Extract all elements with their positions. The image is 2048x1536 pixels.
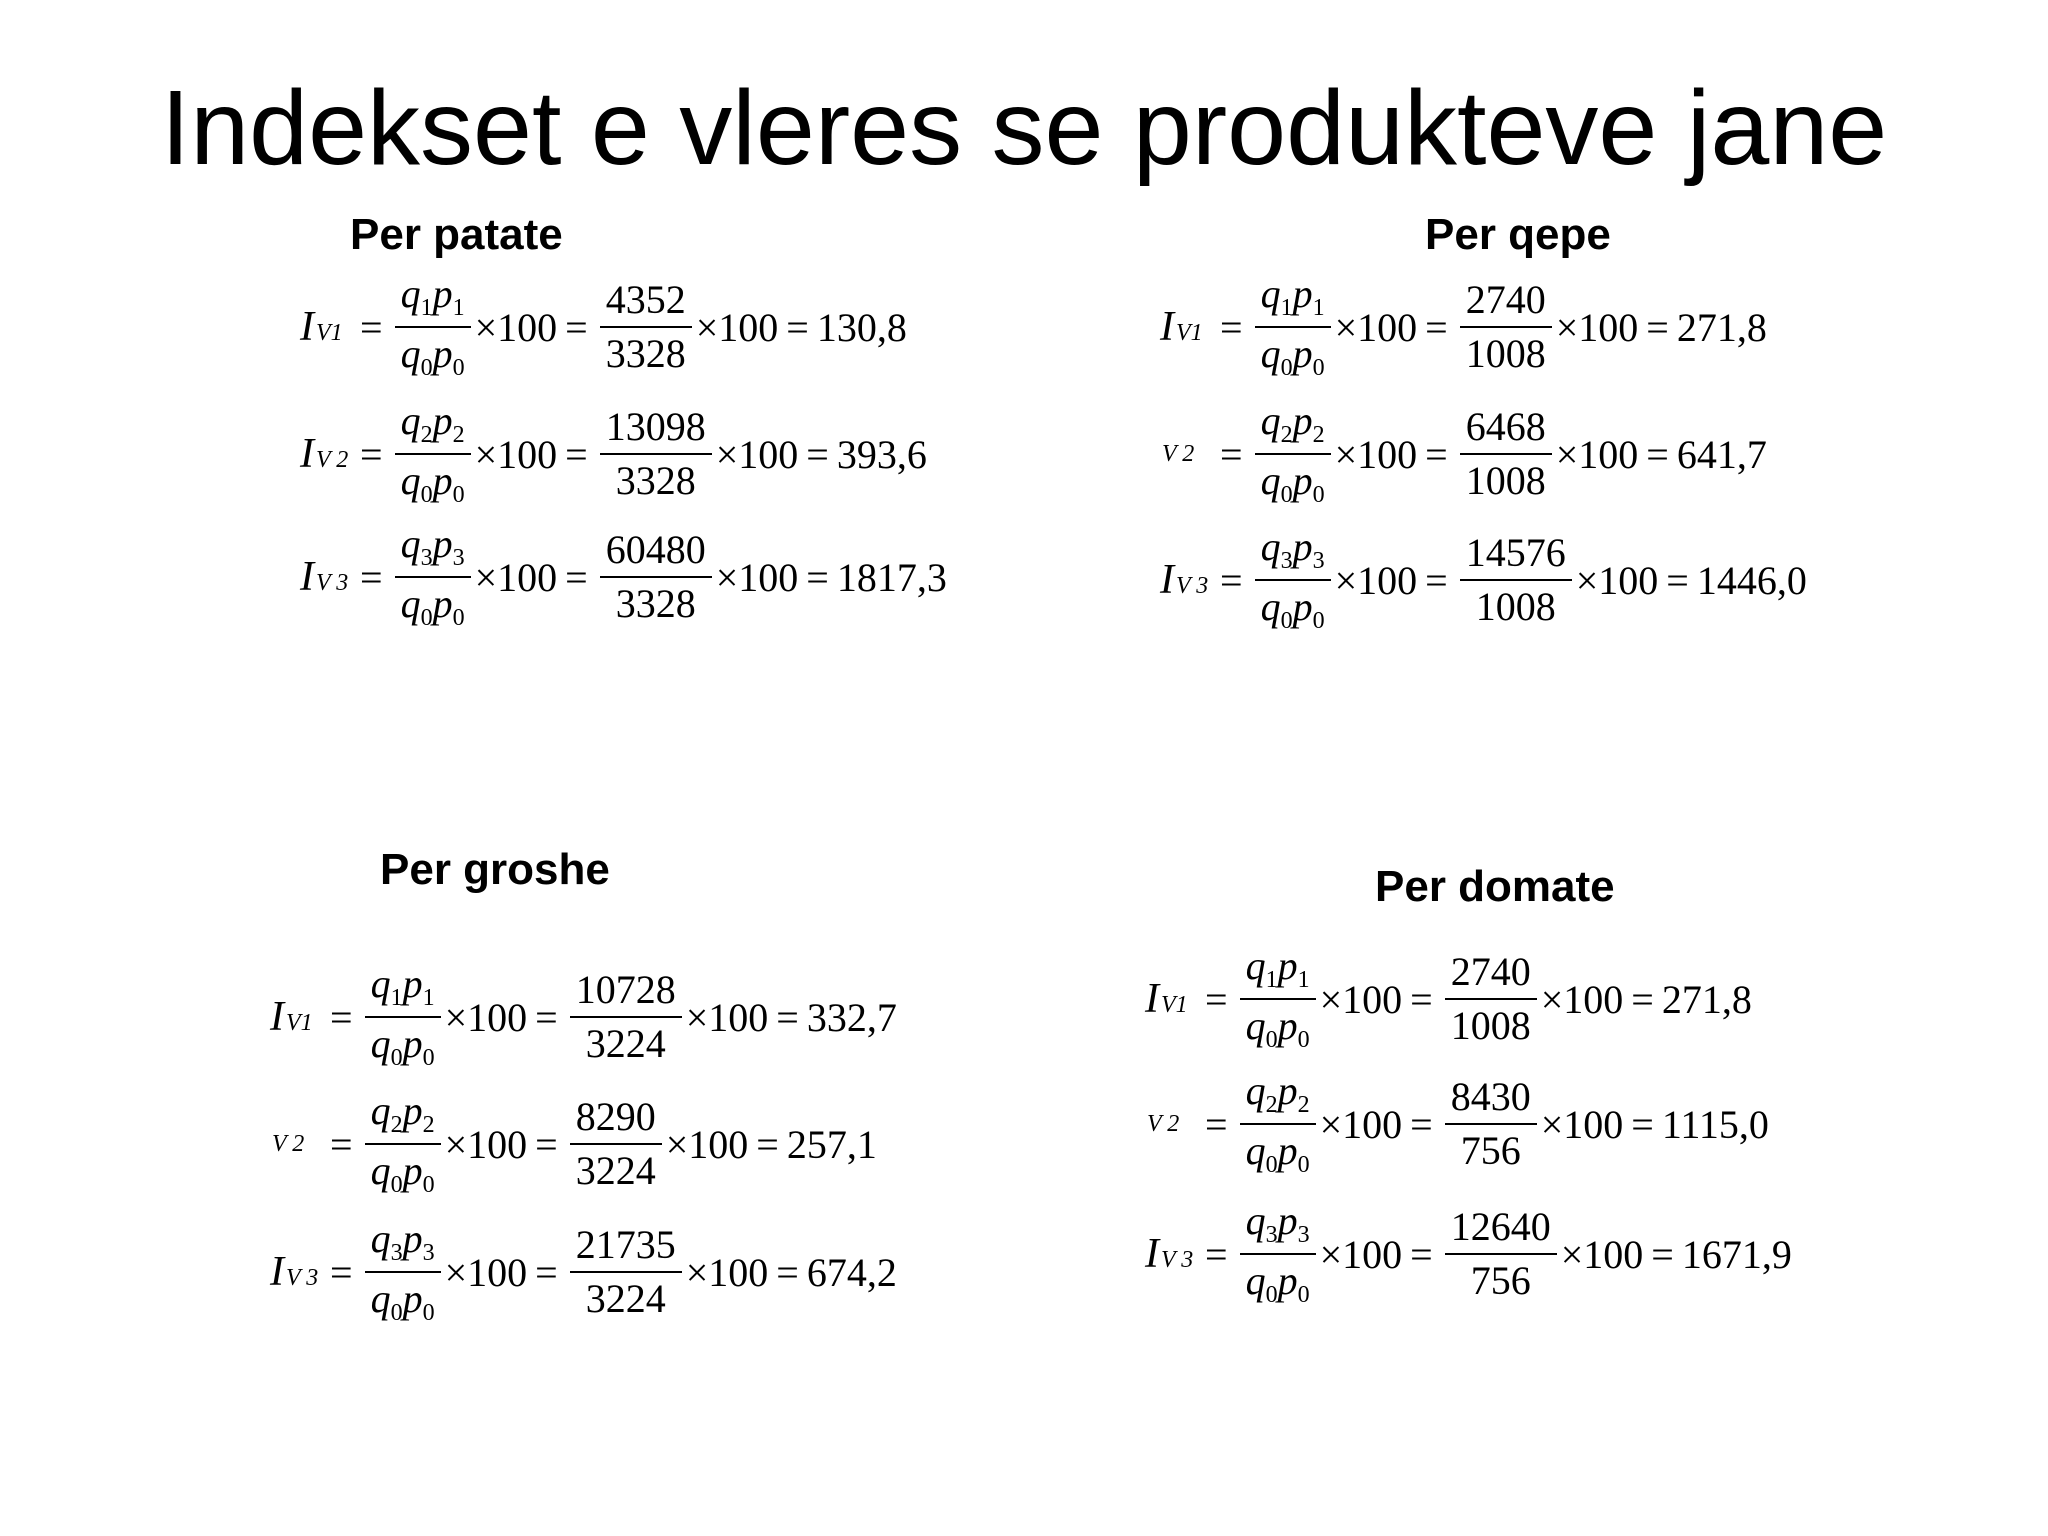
fraction-denominator [1255, 581, 1331, 633]
equals-sign: = [1205, 1101, 1228, 1147]
result-value: 1817,3 [836, 554, 947, 600]
denominator-symbols: $q_0p_0$ [1245, 1258, 1310, 1308]
fraction-numerator: 12640 [1450, 1204, 1551, 1249]
numerator-symbols: $q_1p_1$ [400, 271, 465, 321]
numerator-symbols: $q_2p_2$ [1245, 1068, 1310, 1118]
denominator-symbols: $q_0p_0$ [1260, 458, 1325, 508]
section-heading: Per domate [1375, 862, 1615, 911]
fraction-numerator [395, 398, 471, 453]
numeric-fraction [1460, 530, 1572, 629]
denominator-symbols: $q_0p_0$ [400, 581, 465, 631]
fraction-denominator [1240, 1125, 1316, 1177]
denominator-symbols: $q_0p_0$ [370, 1276, 435, 1326]
fraction-numerator: 6468 [1465, 404, 1546, 449]
times-100: ×100 [1575, 557, 1659, 603]
equals-sign: = [1425, 304, 1448, 350]
result-value: 271,8 [1661, 976, 1752, 1022]
symbolic-fraction [1240, 943, 1316, 1053]
fraction-numerator: 10728 [575, 967, 676, 1012]
index-subscript: V1 [316, 320, 343, 346]
times-100: ×100 [1560, 1231, 1644, 1277]
symbolic-fraction [1255, 524, 1331, 634]
times-100: ×100 [1319, 1231, 1403, 1277]
equation [1160, 518, 1807, 642]
equals-sign: = [1410, 1231, 1433, 1277]
index-symbol: I [270, 994, 284, 1040]
equation [300, 392, 927, 516]
times-100: ×100 [665, 1121, 749, 1167]
section-heading: Per qepe [1425, 210, 1611, 259]
fraction-denominator [395, 578, 471, 630]
equation [1145, 937, 1752, 1061]
equals-sign: = [330, 1121, 353, 1167]
index-symbol: I [1160, 557, 1174, 603]
equals-sign: = [1410, 976, 1433, 1022]
times-100: ×100 [474, 304, 558, 350]
denominator-symbols: $q_0p_0$ [370, 1021, 435, 1071]
equals-sign: = [360, 431, 383, 477]
fraction-denominator [1255, 328, 1331, 380]
numerator-symbols: $q_1p_1$ [1260, 271, 1325, 321]
times-100: ×100 [1334, 557, 1418, 603]
index-symbol: I [300, 431, 314, 477]
numerator-symbols: $q_3p_3$ [400, 521, 465, 571]
index-symbol: I [300, 554, 314, 600]
equals-sign: = [535, 1121, 558, 1167]
fraction-denominator: 1008 [1465, 331, 1546, 376]
fraction-denominator [365, 1145, 441, 1197]
equals-sign: = [786, 304, 809, 350]
index-symbol: I [1145, 976, 1159, 1022]
index-symbol: I [270, 1249, 284, 1295]
fraction-denominator: 3224 [585, 1021, 666, 1066]
times-100: ×100 [1334, 304, 1418, 350]
fraction-denominator: 3224 [585, 1276, 666, 1321]
numeric-fraction [570, 967, 682, 1066]
fraction-numerator [1240, 1198, 1316, 1253]
equals-sign: = [1425, 431, 1448, 477]
equals-sign: = [1205, 1231, 1228, 1277]
index-label [1145, 975, 1197, 1023]
times-100: ×100 [715, 554, 799, 600]
equals-sign: = [1220, 557, 1243, 603]
symbolic-fraction [1240, 1198, 1316, 1308]
equals-sign: = [1646, 304, 1669, 350]
times-100: ×100 [444, 1249, 528, 1295]
numerator-symbols: $q_2p_2$ [400, 398, 465, 448]
index-subscript: V1 [1176, 320, 1203, 346]
equals-sign: = [1220, 304, 1243, 350]
numerator-symbols: $q_1p_1$ [1245, 943, 1310, 993]
numeric-fraction [1445, 949, 1537, 1048]
equation [270, 955, 897, 1079]
symbolic-fraction [365, 1216, 441, 1326]
numerator-symbols: $q_2p_2$ [1260, 398, 1325, 448]
fraction-numerator [1255, 398, 1331, 453]
index-label [1160, 556, 1212, 604]
section-heading: Per patate [350, 210, 563, 259]
fraction-denominator: 3328 [615, 581, 696, 626]
times-100: ×100 [1540, 976, 1624, 1022]
equation [300, 515, 947, 639]
symbolic-fraction [395, 398, 471, 508]
fraction-denominator [365, 1273, 441, 1325]
fraction-denominator: 756 [1460, 1128, 1521, 1173]
fraction-denominator: 1008 [1450, 1003, 1531, 1048]
equation [270, 1210, 897, 1334]
symbolic-fraction [1255, 398, 1331, 508]
index-label [300, 303, 352, 351]
fraction-denominator [1240, 1255, 1316, 1307]
result-value: 1446,0 [1696, 557, 1807, 603]
fraction-numerator [1255, 524, 1331, 579]
result-value: 257,1 [786, 1121, 877, 1167]
equals-sign: = [1646, 431, 1669, 477]
fraction-denominator [1240, 1000, 1316, 1052]
denominator-symbols: $q_0p_0$ [1245, 1003, 1310, 1053]
equals-sign: = [1410, 1101, 1433, 1147]
fraction-numerator: 21735 [575, 1222, 676, 1267]
page-title: Indekset e vleres se produkteve jane [160, 69, 1888, 187]
index-symbol: I [1160, 304, 1174, 350]
fraction-numerator: 2740 [1465, 277, 1546, 322]
fraction-numerator: 8430 [1450, 1074, 1531, 1119]
fraction-numerator [365, 1088, 441, 1143]
equals-sign: = [776, 994, 799, 1040]
fraction-denominator [1255, 455, 1331, 507]
symbolic-fraction [1240, 1068, 1316, 1178]
equals-sign: = [1425, 557, 1448, 603]
index-subscript: V 3 [286, 1265, 319, 1291]
fraction-denominator: 1008 [1475, 584, 1556, 629]
equation [300, 265, 907, 389]
equals-sign: = [806, 431, 829, 477]
times-100: ×100 [715, 431, 799, 477]
equation [270, 1082, 877, 1206]
numerator-symbols: $q_3p_3$ [370, 1216, 435, 1266]
fraction-numerator [1240, 1068, 1316, 1123]
numeric-fraction [570, 1222, 682, 1321]
times-100: ×100 [1319, 976, 1403, 1022]
times-100: ×100 [474, 554, 558, 600]
fraction-denominator: 3328 [615, 458, 696, 503]
fraction-numerator: 2740 [1450, 949, 1531, 994]
numerator-symbols: $q_3p_3$ [1245, 1198, 1310, 1248]
times-100: ×100 [685, 1249, 769, 1295]
index-label [270, 1131, 322, 1158]
index-subscript: V 3 [1176, 573, 1209, 599]
index-subscript: V1 [1161, 992, 1188, 1018]
index-label [1145, 1111, 1197, 1138]
fraction-numerator [395, 271, 471, 326]
fraction-numerator [365, 1216, 441, 1271]
result-value: 271,8 [1676, 304, 1767, 350]
times-100: ×100 [1540, 1101, 1624, 1147]
symbolic-fraction [395, 271, 471, 381]
result-value: 393,6 [836, 431, 927, 477]
index-label [1160, 303, 1212, 351]
fraction-denominator: 756 [1470, 1258, 1531, 1303]
denominator-symbols: $q_0p_0$ [400, 458, 465, 508]
numeric-fraction [1460, 404, 1552, 503]
equation [1160, 392, 1767, 516]
equals-sign: = [1666, 557, 1689, 603]
index-subscript: V 2 [316, 447, 349, 473]
equals-sign: = [1205, 976, 1228, 1022]
result-value: 1671,9 [1681, 1231, 1792, 1277]
times-100: ×100 [1555, 304, 1639, 350]
equals-sign: = [535, 994, 558, 1040]
times-100: ×100 [1319, 1101, 1403, 1147]
numerator-symbols: $q_3p_3$ [1260, 524, 1325, 574]
index-subscript: V 2 [1162, 440, 1195, 467]
equals-sign: = [1220, 431, 1243, 477]
symbolic-fraction [395, 521, 471, 631]
times-100: ×100 [444, 1121, 528, 1167]
index-label [1160, 441, 1212, 468]
equals-sign: = [756, 1121, 779, 1167]
fraction-denominator: 3224 [575, 1148, 656, 1193]
index-label [270, 993, 322, 1041]
fraction-numerator [365, 961, 441, 1016]
numeric-fraction [1445, 1074, 1537, 1173]
result-value: 130,8 [816, 304, 907, 350]
equals-sign: = [565, 304, 588, 350]
fraction-denominator [395, 455, 471, 507]
symbolic-fraction [365, 961, 441, 1071]
denominator-symbols: $q_0p_0$ [1245, 1128, 1310, 1178]
index-symbol: I [300, 304, 314, 350]
result-value: 332,7 [806, 994, 897, 1040]
numeric-fraction [570, 1094, 662, 1193]
equals-sign: = [806, 554, 829, 600]
denominator-symbols: $q_0p_0$ [1260, 584, 1325, 634]
fraction-numerator [1240, 943, 1316, 998]
equation [1160, 265, 1767, 389]
section-heading: Per groshe [380, 845, 610, 894]
equation [1145, 1192, 1792, 1316]
equals-sign: = [330, 994, 353, 1040]
result-value: 1115,0 [1661, 1101, 1769, 1147]
denominator-symbols: $q_0p_0$ [400, 331, 465, 381]
times-100: ×100 [685, 994, 769, 1040]
equals-sign: = [776, 1249, 799, 1295]
times-100: ×100 [1334, 431, 1418, 477]
equals-sign: = [565, 554, 588, 600]
symbolic-fraction [365, 1088, 441, 1198]
fraction-denominator [395, 328, 471, 380]
fraction-numerator [395, 521, 471, 576]
index-label [300, 553, 352, 601]
numeric-fraction [600, 404, 712, 503]
equals-sign: = [1631, 1101, 1654, 1147]
denominator-symbols: $q_0p_0$ [370, 1148, 435, 1198]
index-label [300, 430, 352, 478]
times-100: ×100 [474, 431, 558, 477]
index-subscript: V 2 [1147, 1110, 1180, 1137]
fraction-denominator: 1008 [1465, 458, 1546, 503]
fraction-denominator [365, 1018, 441, 1070]
equals-sign: = [565, 431, 588, 477]
times-100: ×100 [695, 304, 779, 350]
index-symbol: I [1145, 1231, 1159, 1277]
times-100: ×100 [1555, 431, 1639, 477]
index-subscript: V 3 [1161, 1247, 1194, 1273]
equals-sign: = [360, 304, 383, 350]
numeric-fraction [600, 527, 712, 626]
numeric-fraction [1460, 277, 1552, 376]
equals-sign: = [1651, 1231, 1674, 1277]
result-value: 641,7 [1676, 431, 1767, 477]
result-value: 674,2 [806, 1249, 897, 1295]
index-subscript: V1 [286, 1010, 313, 1036]
fraction-numerator: 60480 [605, 527, 706, 572]
index-label [1145, 1230, 1197, 1278]
equation [1145, 1062, 1769, 1186]
times-100: ×100 [444, 994, 528, 1040]
equals-sign: = [330, 1249, 353, 1295]
numerator-symbols: $q_1p_1$ [370, 961, 435, 1011]
fraction-numerator: 13098 [605, 404, 706, 449]
numerator-symbols: $q_2p_2$ [370, 1088, 435, 1138]
index-subscript: V 3 [316, 570, 349, 596]
numeric-fraction [600, 277, 692, 376]
symbolic-fraction [1255, 271, 1331, 381]
numeric-fraction [1445, 1204, 1557, 1303]
equals-sign: = [535, 1249, 558, 1295]
fraction-numerator: 8290 [575, 1094, 656, 1139]
denominator-symbols: $q_0p_0$ [1260, 331, 1325, 381]
equals-sign: = [360, 554, 383, 600]
equals-sign: = [1631, 976, 1654, 1022]
index-label [270, 1248, 322, 1296]
fraction-denominator: 3328 [605, 331, 686, 376]
index-subscript: V 2 [272, 1130, 305, 1157]
fraction-numerator: 4352 [605, 277, 686, 322]
fraction-numerator: 14576 [1465, 530, 1566, 575]
fraction-numerator [1255, 271, 1331, 326]
